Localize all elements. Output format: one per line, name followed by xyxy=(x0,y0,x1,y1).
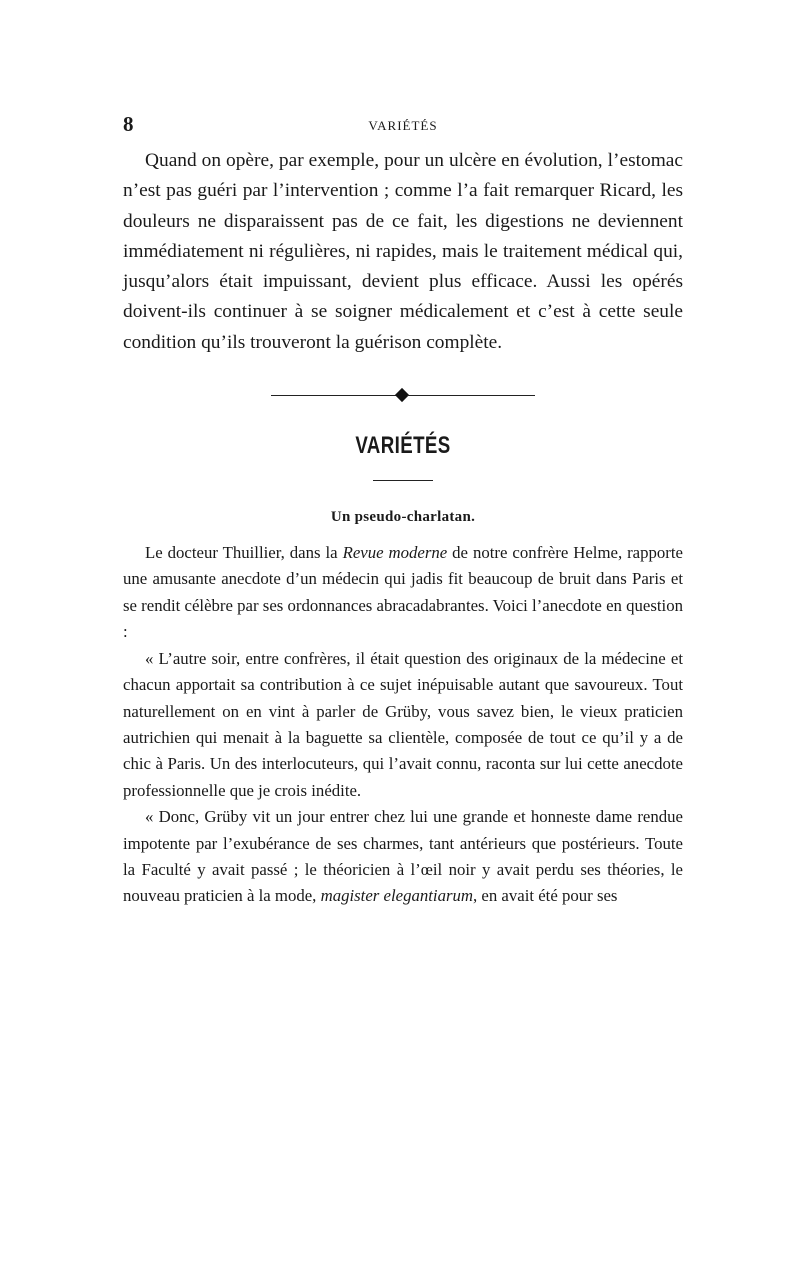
latin-phrase: magister elegantiarum xyxy=(320,886,473,906)
article-paragraph xyxy=(123,540,683,646)
text-run: « Donc, Grüby vit un jour entrer chez lui une grande et honneste dame rendue impotente par l’exubérance de ses charmes, tant antérieurs que postérieurs. Toute la Faculté y avait passé ; le théoricien à l’œil noir y avait perdu ses théories, le nouveau praticien à la mode, xyxy=(123,807,683,906)
article-title: Un pseudo-charlatan. xyxy=(330,509,476,526)
journal-title: Revue moderne xyxy=(342,543,448,563)
ornament-line-left xyxy=(271,395,399,396)
intro-paragraph: Quand on opère, par exemple, pour un ulcère en évolution, l’estomac n’est pas guéri par l’intervention ; comme l’a fait remarquer Ricard, les douleurs ne disparaissent pas de ce fait, les digestions ne deviennent immédiatement ni régulières, ni rapides, mais le traitement médical qui, jusqu’alors était impuissant, devient plus efficace. Aussi les opérés doivent-ils continuer à se soigner médicalement et c’est à cette seule condition qu’ils trouveront la guérison complète. xyxy=(123,150,683,353)
text-run: Le docteur Thuillier, dans la xyxy=(145,543,343,563)
intro-paragraph-block xyxy=(123,146,683,358)
running-title: VARIÉTÉS xyxy=(368,118,438,133)
article-body xyxy=(123,540,683,910)
title-rule xyxy=(373,480,433,481)
text-run: de notre confrère Helme, rapporte une amusante anecdote d’un médecin qui jadis fit beaucoup de bruit dans Paris et se rendit célèbre par ses ordonnances abracadabrantes. Voici l’anecdote en question : xyxy=(123,543,683,642)
ornament-line-right xyxy=(407,395,535,396)
section-title: VARIÉTÉS xyxy=(355,432,451,460)
page-number: 8 xyxy=(123,112,134,136)
article-paragraph: « L’autre soir, entre confrères, il était question des originaux de la médecine et chacun apportait sa contribution à ce sujet inépuisable autant que savoureux. Tout naturellement on en vint à parler de Grüby, vous savez bien, le vieux praticien autrichien qui menait à la baguette sa clientèle, composée de tout ce qu’il y a de chic à Paris. Un des interlocuteurs, qui l’avait connu, raconta sur lui cette anecdote professionnelle que je crois inédite. xyxy=(123,648,683,800)
article-paragraph xyxy=(123,804,683,910)
running-header xyxy=(123,112,683,142)
book-page xyxy=(123,112,683,910)
text-run: , en avait été pour ses xyxy=(473,886,618,906)
section-ornament xyxy=(263,388,543,402)
